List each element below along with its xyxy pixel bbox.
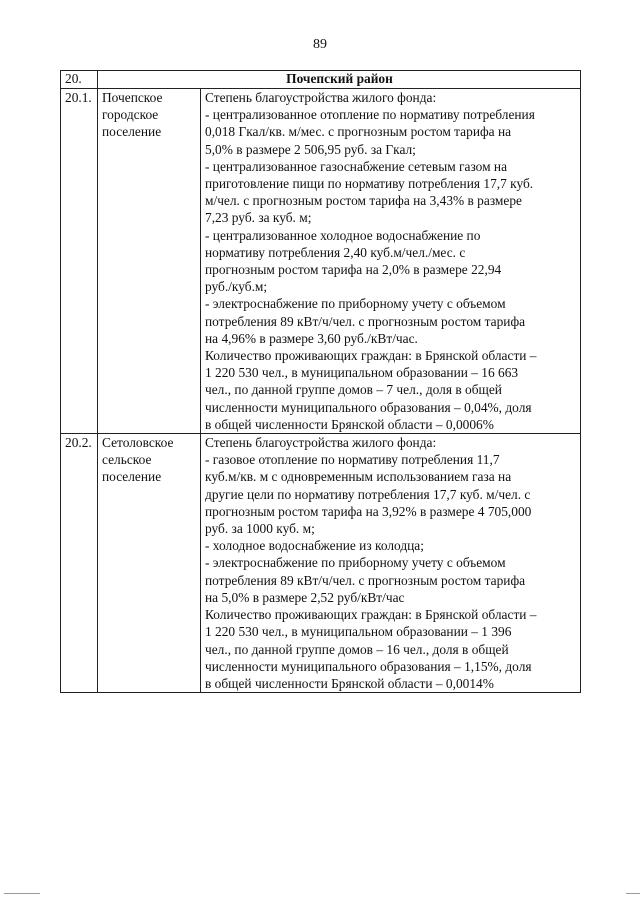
description-line: куб.м/кв. м с одновременным использованием газа на	[205, 469, 512, 485]
description-line: чел., по данной группе домов – 16 чел., доля в общей	[205, 641, 509, 657]
description-line: - централизованное газоснабжение сетевым газом на	[205, 158, 508, 174]
settlement-name-line: Почепское	[102, 90, 163, 105]
settlement-description	[201, 434, 581, 693]
scan-edge-mark	[4, 893, 40, 894]
description-line: потребления 89 кВт/ч/чел. с прогнозным ростом тарифа	[205, 313, 526, 329]
description-line: прогнозным ростом тарифа на 3,92% в размере 4 705,000	[205, 503, 532, 519]
description-line: численности муниципального образования – 0,04%, доля	[205, 399, 532, 415]
description-line: - электроснабжение по приборному учету с объемом	[205, 296, 506, 312]
description-line: численности муниципального образования – 1,15%, доля	[205, 658, 532, 674]
description-line: в общей численности Брянской области – 0,0006%	[205, 416, 494, 432]
settlement-name-line: поселение	[102, 469, 162, 485]
description-line: Количество проживающих граждан: в Брянской области –	[205, 348, 537, 364]
settlement-name	[98, 434, 201, 693]
settlement-name-line: сельское	[102, 452, 152, 468]
description-line: - централизованное холодное водоснабжение по	[205, 227, 481, 243]
description-line: на 5,0% в размере 2,52 руб/кВт/час	[205, 589, 405, 605]
description-line: потребления 89 кВт/ч/чел. с прогнозным ростом тарифа	[205, 572, 526, 588]
settlement-name-line: Сетоловское	[102, 435, 174, 451]
row-number: 20.2.	[61, 434, 98, 693]
description-line: 1 220 530 чел., в муниципальном образовании – 16 663	[205, 365, 519, 381]
settlement-table	[60, 70, 581, 693]
description-line: Степень благоустройства жилого фонда:	[205, 90, 437, 105]
description-line: 7,23 руб. за куб. м;	[205, 210, 312, 226]
description-line: 5,0% в размере 2 506,95 руб. за Гкал;	[205, 141, 416, 157]
description-line: приготовление пищи по нормативу потребления 17,7 куб.	[205, 176, 534, 192]
settlement-description	[201, 89, 581, 434]
page-number: 89	[313, 37, 327, 52]
description-line: на 4,96% в размере 3,60 руб./кВт/час.	[205, 330, 418, 346]
section-title: Почепский район	[98, 71, 581, 89]
table-row	[61, 89, 581, 434]
description-line: - централизованное отопление по нормативу потребления	[205, 107, 535, 123]
description-line: руб. за 1000 куб. м;	[205, 521, 315, 537]
description-line: - электроснабжение по приборному учету с объемом	[205, 555, 506, 571]
scan-edge-mark	[626, 893, 640, 894]
description-line: руб./куб.м;	[205, 279, 268, 295]
description-line: прогнозным ростом тарифа на 2,0% в размере 22,94	[205, 262, 502, 278]
description-line: 0,018 Гкал/кв. м/мес. с прогнозным ростом тарифа на	[205, 124, 512, 140]
table-row	[61, 434, 581, 693]
settlement-name	[98, 89, 201, 434]
section-number: 20.	[61, 71, 98, 89]
description-line: в общей численности Брянской области – 0,0014%	[205, 675, 494, 691]
settlement-name-line: городское	[102, 107, 159, 123]
description-line: чел., по данной группе домов – 7 чел., доля в общей	[205, 382, 502, 398]
description-line: нормативу потребления 2,40 куб.м/чел./мес. с	[205, 244, 466, 260]
description-line: м/чел. с прогнозным ростом тарифа на 3,43% в размере	[205, 193, 522, 209]
settlement-name-line: поселение	[102, 124, 162, 140]
section-header-row	[61, 71, 581, 89]
description-line: 1 220 530 чел., в муниципальном образовании – 1 396	[205, 624, 512, 640]
description-line: - холодное водоснабжение из колодца;	[205, 538, 424, 554]
description-line: Степень благоустройства жилого фонда:	[205, 435, 437, 451]
description-line: Количество проживающих граждан: в Брянской области –	[205, 607, 537, 623]
description-line: - газовое отопление по нормативу потребления 11,7	[205, 452, 500, 468]
row-number: 20.1.	[61, 89, 98, 434]
description-line: другие цели по нормативу потребления 17,7 куб. м/чел. с	[205, 486, 531, 502]
